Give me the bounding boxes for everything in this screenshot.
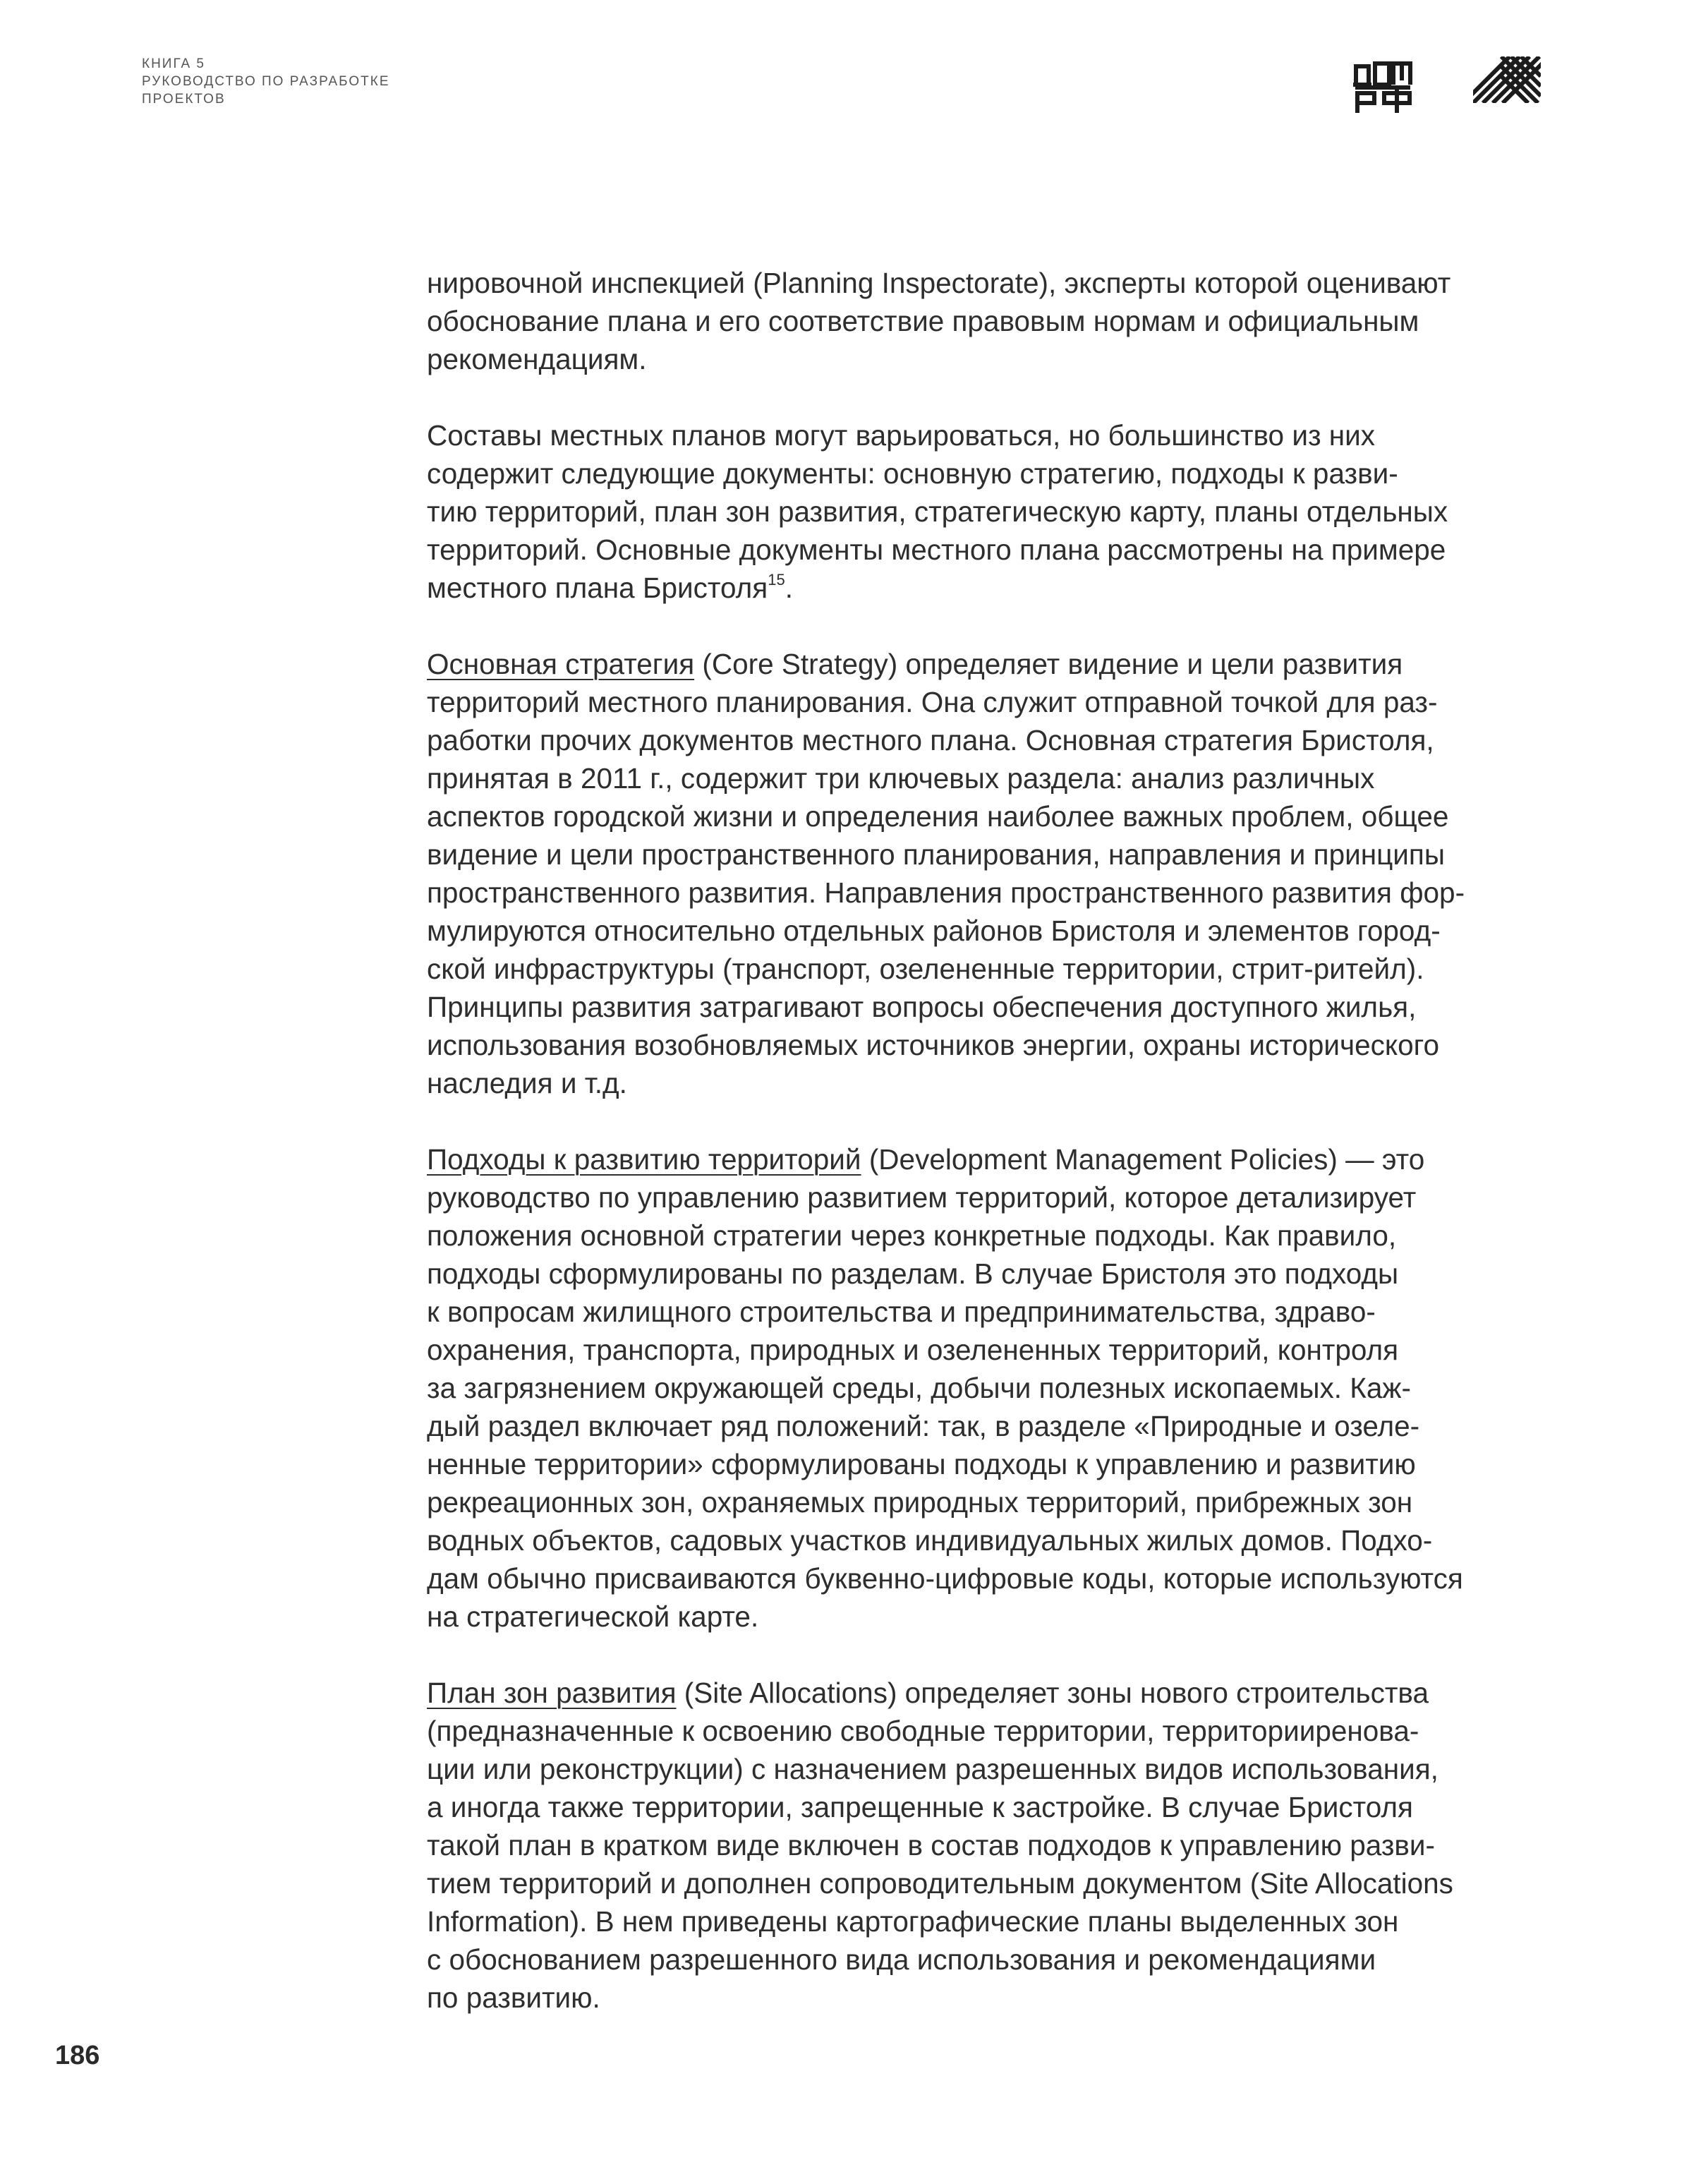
paragraph-core-strategy	[427, 645, 1556, 1102]
text-line: дам обычно присваиваются буквенно-цифровые коды, которые используются	[427, 1562, 1463, 1595]
text-line: пространственного развития. Направления пространственного развития фор-	[427, 876, 1465, 909]
text-line: подходы сформулированы по разделам. В случае Бристоля это подходы	[427, 1257, 1399, 1290]
text-line: на стратегической карте.	[427, 1600, 759, 1633]
text-line: тием территорий и дополнен сопроводительным документом (Site Allocations	[427, 1867, 1453, 1900]
text-line: дый раздел включает ряд положений: так, в разделе «Природные и озеле-	[427, 1410, 1420, 1442]
paragraph-planning-inspectorate	[427, 264, 1556, 378]
text-line: ции или реконструкции) с назначением разрешенных видов использования,	[427, 1753, 1439, 1785]
text-line: с обоснованием разрешенного вида использования и рекомендациями	[427, 1943, 1376, 1976]
running-header	[142, 55, 390, 108]
text-line: руководство по управлению развитием территорий, которое детализирует	[427, 1181, 1417, 1214]
text-line: рекомендациям.	[427, 343, 647, 375]
text-fragment: (Site Allocations) определяет зоны нового строительства	[676, 1677, 1429, 1709]
text-line: наследия и т.д.	[427, 1067, 627, 1099]
text-line: тию территорий, план зон развития, стратегическую карту, планы отдельных	[427, 495, 1448, 528]
body-text	[427, 264, 1556, 2017]
header-line-title-cont: ПРОЕКТОВ	[142, 92, 226, 107]
paragraph-site-allocations	[427, 1674, 1556, 2017]
paragraph-local-plan-composition	[427, 416, 1556, 607]
term-core-strategy: Основная стратегия	[427, 648, 695, 680]
text-line: видение и цели пространственного планирования, направления и принципы	[427, 838, 1445, 871]
header-line-title: РУКОВОДСТВО ПО РАЗРАБОТКЕ	[142, 74, 390, 89]
crosshatch-pattern-logo-icon	[1473, 56, 1541, 103]
text-line: положения основной стратегии через конкретные подходы. Как правило,	[427, 1219, 1397, 1252]
footnote-ref[interactable]: 15	[768, 570, 785, 588]
text-line: такой план в кратком виде включен в состав подходов к управлению разви-	[427, 1829, 1436, 1861]
text-line	[427, 645, 1556, 683]
text-fragment: (Core Strategy) определяет видение и цели развития	[694, 648, 1403, 680]
text-line: Принципы развития затрагивают вопросы обеспечения доступного жилья,	[427, 991, 1417, 1023]
page-number: 186	[55, 2041, 100, 2070]
text-line: за загрязнением окружающей среды, добычи полезных ископаемых. Каж-	[427, 1372, 1411, 1404]
header-line-book: КНИГА 5	[142, 56, 205, 71]
text-line: а иногда также территории, запрещенные к застройке. В случае Бристоля	[427, 1791, 1413, 1823]
text-line: использования возобновляемых источников энергии, охраны исторического	[427, 1029, 1440, 1061]
term-development-management: Подходы к развитию территорий	[427, 1143, 861, 1176]
text-fragment: .	[785, 572, 793, 604]
text-line: нировочной инспекцией (Planning Inspectorate), эксперты которой оценивают	[427, 267, 1451, 299]
text-line: ской инфраструктуры (транспорт, озелененные территории, стрит-ритейл).	[427, 953, 1424, 985]
paragraph-development-management-policies	[427, 1140, 1556, 1636]
text-line: принятая в 2011 г., содержит три ключевых раздела: анализ различных	[427, 762, 1375, 795]
text-line: водных объектов, садовых участков индивидуальных жилых домов. Подхо-	[427, 1524, 1433, 1557]
text-line: к вопросам жилищного строительства и предпринимательства, здраво-	[427, 1296, 1376, 1328]
text-line: Information). В нем приведены картографические планы выделенных зон	[427, 1905, 1399, 1938]
text-line: содержит следующие документы: основную стратегию, подходы к разви-	[427, 457, 1398, 490]
text-line: рекреационных зон, охраняемых природных территорий, прибрежных зон	[427, 1486, 1413, 1519]
text-line: охранения, транспорта, природных и озелененных территорий, контроля	[427, 1334, 1399, 1366]
text-line: территорий. Основные документы местного плана рассмотрены на примере	[427, 533, 1446, 566]
text-line: (предназначенные к освоению свободные территории, территорииренова-	[427, 1715, 1419, 1747]
term-site-allocations: План зон развития	[427, 1677, 677, 1709]
text-line-with-footnote	[427, 569, 1556, 607]
text-line: ненные территории» сформулированы подходы к управлению и развитию	[427, 1448, 1416, 1480]
text-line: аспектов городской жизни и определения наиболее важных проблем, общее	[427, 800, 1449, 833]
text-line: территорий местного планирования. Она служит отправной точкой для раз-	[427, 686, 1438, 718]
text-line: работки прочих документов местного плана. Основная стратегия Бристоля,	[427, 724, 1434, 756]
text-line: мулируются относительно отдельных районов Бристоля и элементов город-	[427, 915, 1441, 947]
text-line	[427, 1674, 1556, 1712]
text-line: Составы местных планов могут варьироваться, но большинство из них	[427, 419, 1376, 452]
text-fragment: местного плана Бристоля	[427, 572, 768, 604]
text-line	[427, 1140, 1556, 1178]
text-line: по развитию.	[427, 1981, 600, 2014]
text-fragment: (Development Management Policies) — это	[861, 1143, 1425, 1176]
text-line: обоснование плана и его соответствие правовым нормам и официальным	[427, 305, 1419, 337]
domrf-logo-icon	[1353, 56, 1413, 114]
